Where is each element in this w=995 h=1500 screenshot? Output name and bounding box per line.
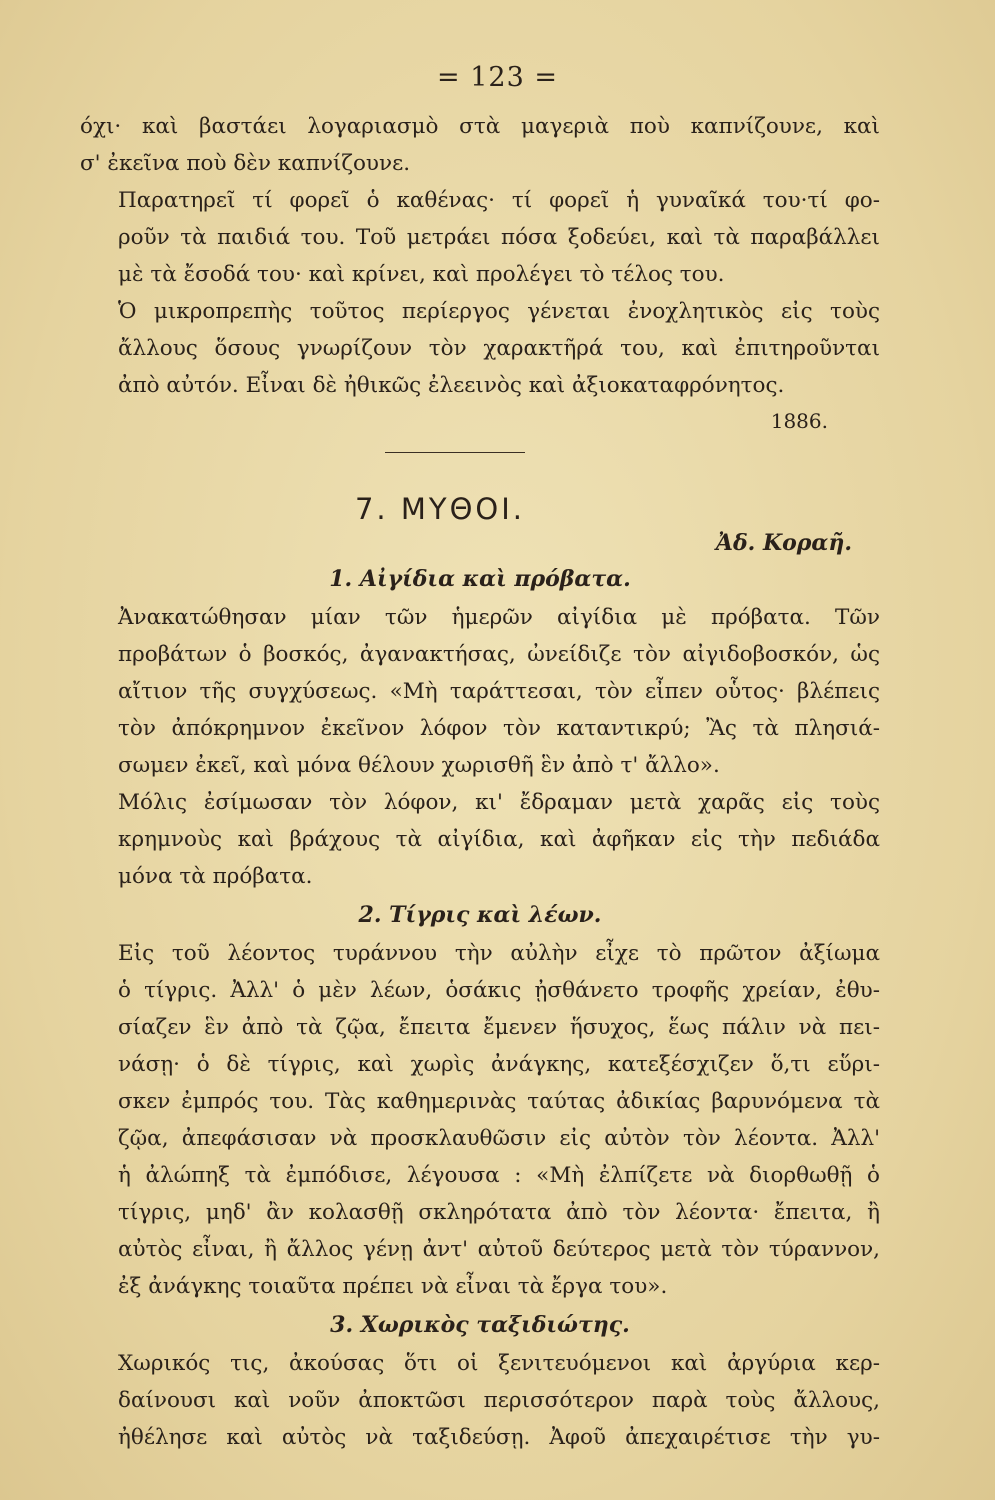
text-line: τίγρις, μηδ' ἂν κολασθῇ σκληρότατα ἀπὸ τὸν λέοντα· ἔπειτα, ἢ	[118, 1200, 880, 1225]
text-line: σίαζεν ἓν ἀπὸ τὰ ζῷα, ἔπειτα ἔμενεν ἥσυχος, ἕως πάλιν νὰ πει-	[118, 1015, 880, 1040]
text-line: σκεν ἐμπρός του. Τὰς καθημερινὰς ταύτας ἀδικίας βαρυνόμενα τὰ	[118, 1089, 880, 1114]
text-line: τὸν ἀπόκρημνον ἐκεῖνον λόφον τὸν καταντικρύ; Ἂς τὰ πλησιά-	[118, 716, 880, 741]
text-line: κρημνοὺς καὶ βράχους τὰ αἰγίδια, καὶ ἀφῆκαν εἰς τὴν πεδιάδα	[118, 827, 880, 852]
paragraph	[80, 1345, 880, 1456]
fable-title: 2. Τίγρις καὶ λέων.	[358, 902, 602, 928]
text-line: προβάτων ὁ βοσκός, ἀγανακτήσας, ὠνείδιζε τὸν αἰγιδοβοσκόν, ὡς	[118, 642, 880, 667]
text-line: δαίνουσι καὶ νοῦν ἀποκτῶσι περισσότερον παρὰ τοὺς ἄλλους,	[118, 1388, 880, 1413]
paragraph	[80, 182, 880, 293]
text-line: αὐτὸς εἶναι, ἢ ἄλλος γένῃ ἀντ' αὐτοῦ δεύτερος μετὰ τὸν τύραννον,	[118, 1237, 880, 1262]
fable-title: 3. Χωρικὸς ταξιδιώτης.	[330, 1312, 630, 1338]
text-line: ροῦν τὰ παιδιά του. Τοῦ μετράει πόσα ξοδεύει, καὶ τὰ παραβάλλει	[118, 225, 880, 250]
text-line: σωμεν ἐκεῖ, καὶ μόνα θέλουν χωρισθῆ ἓν ἀπὸ τ' ἄλλο».	[118, 753, 720, 778]
text-line: Ἀνακατώθησαν μίαν τῶν ἡμερῶν αἰγίδια μὲ πρόβατα. Τῶν	[118, 605, 880, 630]
text-line: σ' ἐκεῖνα ποὺ δὲν καπνίζουνε.	[80, 151, 411, 176]
intro-paragraph	[80, 108, 880, 182]
author: Ἀδ. Κοραῆ.	[715, 530, 852, 556]
text-line: νάσῃ· ὁ δὲ τίγρις, καὶ χωρὶς ἀνάγκης, κατεξέσχιζεν ὅ,τι εὕρι-	[118, 1052, 880, 1077]
text-line: ἠθέλησε καὶ αὐτὸς νὰ ταξιδεύσῃ. Ἀφοῦ ἀπεχαιρέτισε τὴν γυ-	[118, 1425, 880, 1450]
text-line: ἄλλους ὅσους γνωρίζουν τὸν χαρακτῆρά του, καὶ ἐπιτηροῦνται	[118, 336, 880, 361]
text-line: Ὁ μικροπρεπὴς τοῦτος περίεργος γένεται ἐνοχλητικὸς εἰς τοὺς	[118, 299, 880, 324]
text-line: Μόλις ἐσίμωσαν τὸν λόφον, κι' ἔδραμαν μετὰ χαρᾶς εἰς τοὺς	[118, 790, 880, 815]
section-divider	[385, 452, 525, 453]
date: 1886.	[770, 409, 828, 433]
text-line: ἡ ἀλώπηξ τὰ ἐμπόδισε, λέγουσα : «Μὴ ἐλπίζετε νὰ διορθωθῇ ὁ	[118, 1163, 880, 1188]
text-line: ζῷα, ἀπεφάσισαν νὰ προσκλαυθῶσιν εἰς αὐτὸν τὸν λέοντα. Ἀλλ'	[118, 1126, 880, 1151]
text-line: μόνα τὰ πρόβατα.	[118, 864, 313, 889]
text-line: Χωρικός τις, ἀκούσας ὅτι οἱ ξενιτευόμενοι καὶ ἀργύρια κερ-	[118, 1351, 880, 1376]
text-line: ἐξ ἀνάγκης τοιαῦτα πρέπει νὰ εἶναι τὰ ἔργα του».	[118, 1274, 668, 1299]
text-line: μὲ τὰ ἔσοδά του· καὶ κρίνει, καὶ προλέγει τὸ τέλος του.	[118, 262, 725, 287]
text-line: Παρατηρεῖ τί φορεῖ ὁ καθένας· τί φορεῖ ἡ γυναῖκά του·τί φο-	[118, 188, 880, 213]
paragraph	[80, 293, 880, 404]
fable-title: 1. Αἰγίδια καὶ πρόβατα.	[329, 566, 631, 592]
text-line: ὁ τίγρις. Ἀλλ' ὁ μὲν λέων, ὁσάκις ᾐσθάνετο τροφῆς χρείαν, ἐθυ-	[118, 978, 880, 1003]
text-line: Εἰς τοῦ λέοντος τυράννου τὴν αὐλὴν εἶχε τὸ πρῶτον ἀξίωμα	[118, 941, 880, 966]
text-line: αἴτιον τῆς συγχύσεως. «Μὴ ταράττεσαι, τὸν εἶπεν οὗτος· βλέπεις	[118, 679, 880, 704]
chapter-title: 7. ΜΥΘΟΙ.	[354, 492, 526, 526]
page-body	[80, 108, 880, 1456]
page-number: = 123 =	[437, 62, 558, 93]
paragraph	[80, 935, 880, 1305]
text-line: ἀπὸ αὐτόν. Εἶναι δὲ ἠθικῶς ἐλεεινὸς καὶ ἀξιοκαταφρόνητος.	[118, 373, 785, 398]
paragraph	[80, 599, 880, 784]
paragraph	[80, 784, 880, 895]
text-line: όχι· καὶ βαστάει λογαριασμὸ στὰ μαγεριὰ ποὺ καπνίζουνε, καὶ	[80, 114, 880, 139]
